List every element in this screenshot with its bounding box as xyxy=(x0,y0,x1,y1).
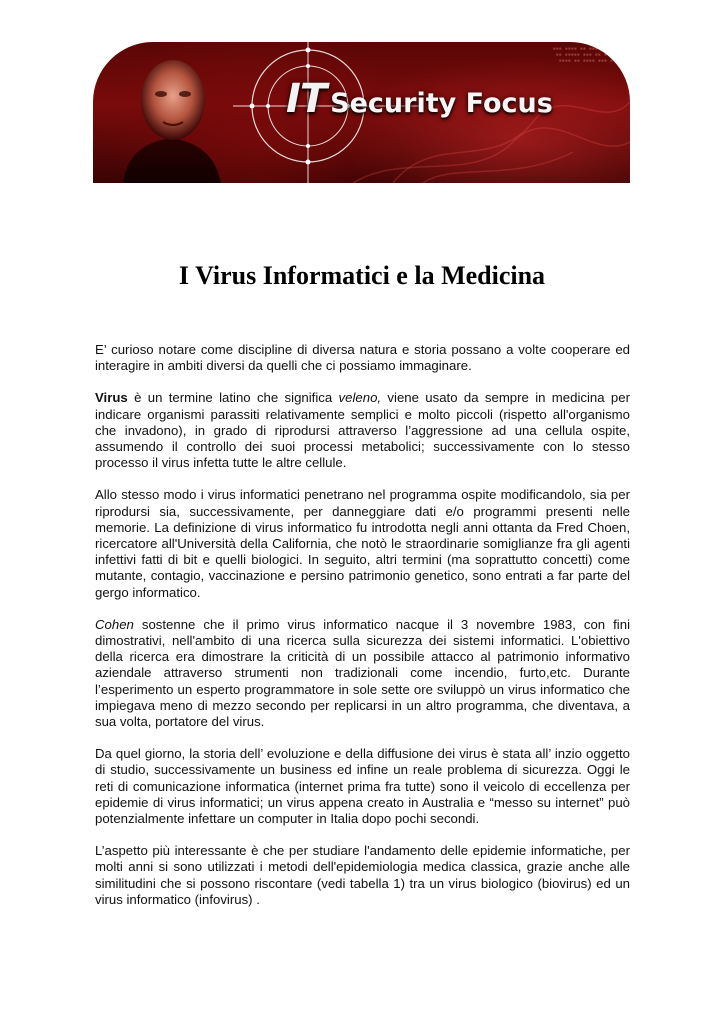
term-virus: Virus xyxy=(95,390,128,406)
banner-decorative-code: ▪▪▪ ▪▪▪▪ ▪▪ ▪▪▪▪▪ ▪▪▪ ▪▪ ▪▪▪▪▪ ▪▪▪ ▪▪ ▪▪▪▪ ▪▪▪▪ ▪▪ ▪▪▪▪ ▪▪▪ ▪▪ xyxy=(552,46,616,64)
person-shoulders xyxy=(123,138,221,183)
brand-logo-it: IT xyxy=(286,76,327,122)
term-cohen: Cohen xyxy=(95,616,134,632)
brand-logo-text: Security Focus xyxy=(330,88,553,119)
paragraph-cohen: Cohen sostenne che il primo virus informatico nacque il 3 novembre 1983, con fini dimostrativi, nell'ambito di una ricerca sulla sicurezza dei sistemi informatici. L'obiettivo della ricerca era dimostrare la criticità di un possibile attacco al patrimonio informativo aziendale attraverso strumenti non tradizionali come incendio, furto,etc. Durante l’esperimento un esperto programmatore in sole sette ore sviluppò un virus informatico che impiegava meno di mezzo secondo per replicarsi in un altro programma, che diventava, a sua volta, portatore del virus. xyxy=(95,616,630,730)
person-face xyxy=(141,60,205,140)
header-banner xyxy=(93,42,630,183)
document-title: I Virus Informatici e la Medicina xyxy=(178,261,546,290)
brand-logo xyxy=(286,76,553,122)
paragraph-intro: E’ curioso notare come discipline di diversa natura e storia possano a volte cooperare ed interagire in ambiti diversi da quelli che ci possiamo immaginare. xyxy=(95,342,630,374)
paragraph-computer-virus: Allo stesso modo i virus informatici penetrano nel programma ospite modificandolo, sia per riprodursi sia, successivamente, per danneggiare dati e/o programmi presenti nelle memorie. La definizione di virus informatico fu introdotta negli anni ottanta da Fred Choen, ricercatore all'Università della California, che notò le straordinarie somiglianze fra gli agenti infettivi fatti di bit e quelli biologici. In seguito, altri termini (ma soprattutto concetti) come mutante, contagio, vaccinazione e persino patrimonio genetico, sono entrati a far parte del gergo informatico. xyxy=(95,487,630,600)
paragraph-virus-definition: Virus è un termine latino che significa veleno, viene usato da sempre in medicina per indicare organismi parassiti relativamente semplici e molto piccoli (rispetto all'organismo che invadono), in grado di riprodursi attraverso l’aggressione ad una cellula ospite, assumendo il controllo dei suoi processi metabolici; successivamente con lo stesso processo il virus infetta tutte le altre cellule. xyxy=(95,390,630,471)
paragraph-history: Da quel giorno, la storia dell’ evoluzione e della diffusione dei virus è stata all’ inzio oggetto di studio, successivamente un business ed infine un reale problema di sicurezza. Oggi le reti di comunicazione informatica (internet prima fra tutte) sono il veicolo di eccellenza per epidemie di virus informatici; un virus appena creato in Australia e “messo su internet” può potenzialmente infettare un computer in Italia dopo pochi secondi. xyxy=(95,746,630,827)
paragraph-epidemiology: L’aspetto più interessante è che per studiare l'andamento delle epidemie informatiche, per molti anni si sono utilizzati i metodi dell'epidemiologia medica classica, grazie anche alle similitudini che si possono riscontare (vedi tabella 1) tra un virus biologico (biovirus) ed un virus informatico (infovirus) . xyxy=(95,843,630,907)
document-body xyxy=(95,342,630,924)
term-veleno: veleno, xyxy=(338,390,382,406)
